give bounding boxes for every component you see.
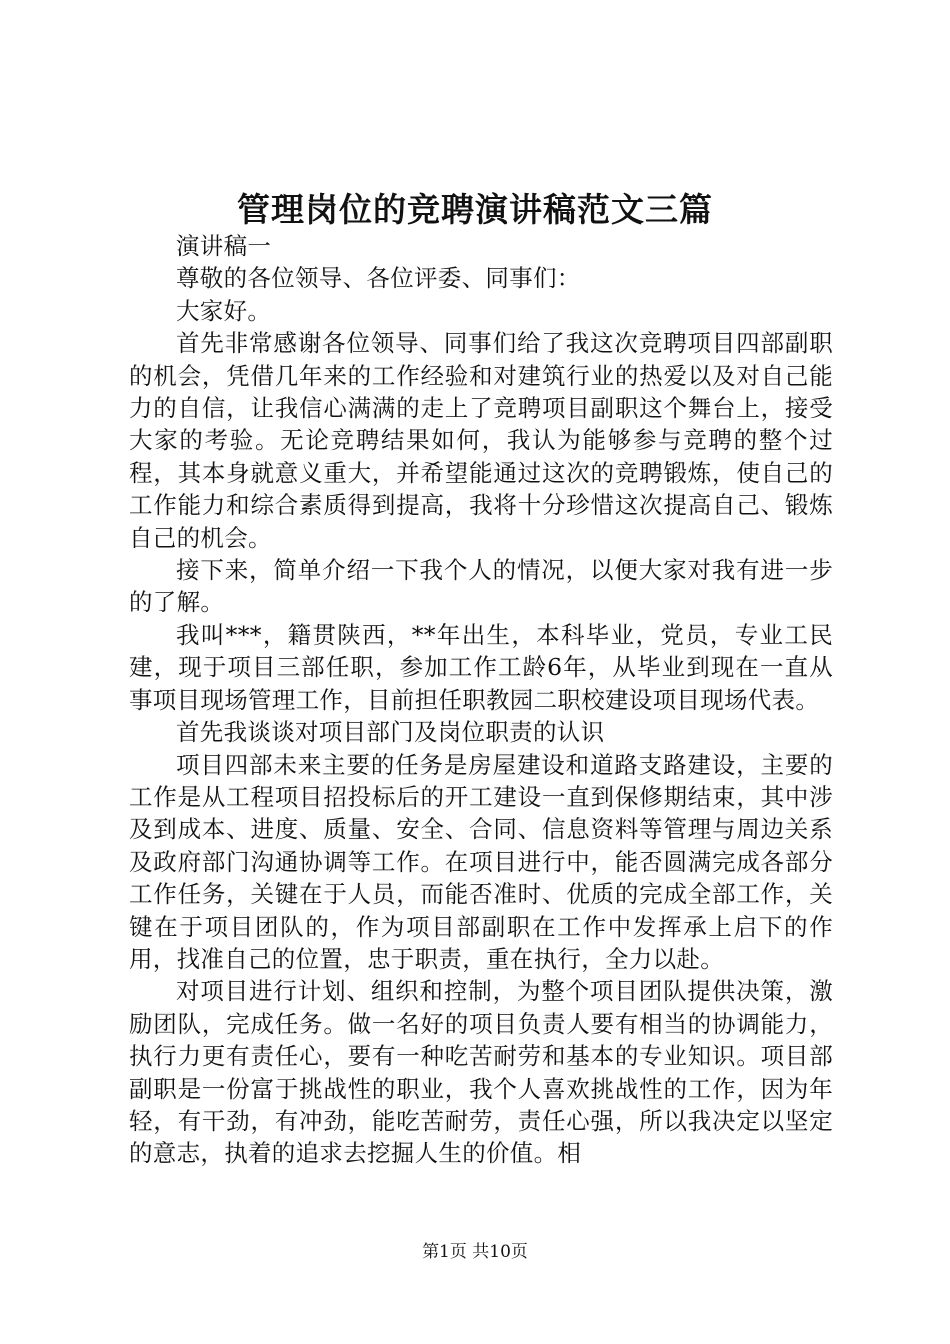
paragraph-thanks: 首先非常感谢各位领导、同事们给了我这次竞聘项目四部副职的机会，凭借几年来的工作经验和对建筑行业的热爱以及对自己能力的自信，让我信心满满的走上了竞聘项目副职这个舞台上，接受大家的考验。无论竞聘结果如何，我认为能够参与竞聘的整个过程，其本身就意义重大，并希望能通过这次的竞聘锻炼，使自己的工作能力和综合素质得到提高，我将十分珍惜这次提高自己、锻炼自己的机会。: [129, 329, 833, 552]
paragraph-duties: 项目四部未来主要的任务是房屋建设和道路支路建设，主要的工作是从工程项目招投标后的开工建设一直到保修期结束，其中涉及到成本、进度、质量、安全、合同、信息资料等管理与周边关系及政府部门沟通协调等工作。在项目进行中，能否圆满完成各部分工作任务，关键在于人员，而能否准时、优质的完成全部工作，关键在于项目团队的，作为项目部副职在工作中发挥承上启下的作用，找准自己的位置，忠于职责，重在执行，全力以赴。: [129, 750, 833, 973]
paragraph-salutation: 尊敬的各位领导、各位评委、同事们：: [176, 264, 581, 293]
document-title: 管理岗位的竞聘演讲稿范文三篇: [237, 190, 713, 229]
paragraph-planning: 对项目进行计划、组织和控制，为整个项目团队提供决策，激励团队，完成任务。做一名好的项目负责人要有相当的协调能力，执行力更有责任心，要有一种吃苦耐劳和基本的专业知识。项目部副职是一份富于挑战性的职业，我个人喜欢挑战性的工作，因为年轻，有干劲，有冲劲，能吃苦耐劳，责任心强，所以我决定以坚定的意志，执着的追求去挖掘人生的价值。相: [129, 977, 833, 1168]
document-body: [129, 230, 833, 1170]
paragraph-personal-info: 我叫***，籍贯陕西，**年出生，本科毕业，党员，专业工民建，现于项目三部任职，参加工作工龄6年，从毕业到现在一直从事项目现场管理工作，目前担任职教园二职校建设项目现场代表。: [129, 620, 833, 714]
paragraph-intro: 接下来，简单介绍一下我个人的情况，以便大家对我有进一步的了解。: [129, 556, 833, 617]
paragraph-heading: 演讲稿一: [176, 232, 272, 260]
paragraph-section-heading: 首先我谈谈对项目部门及岗位职责的认识: [176, 718, 605, 747]
paragraph-greeting: 大家好。: [176, 296, 272, 325]
page-number-footer: 第1页 共10页: [422, 1242, 528, 1262]
